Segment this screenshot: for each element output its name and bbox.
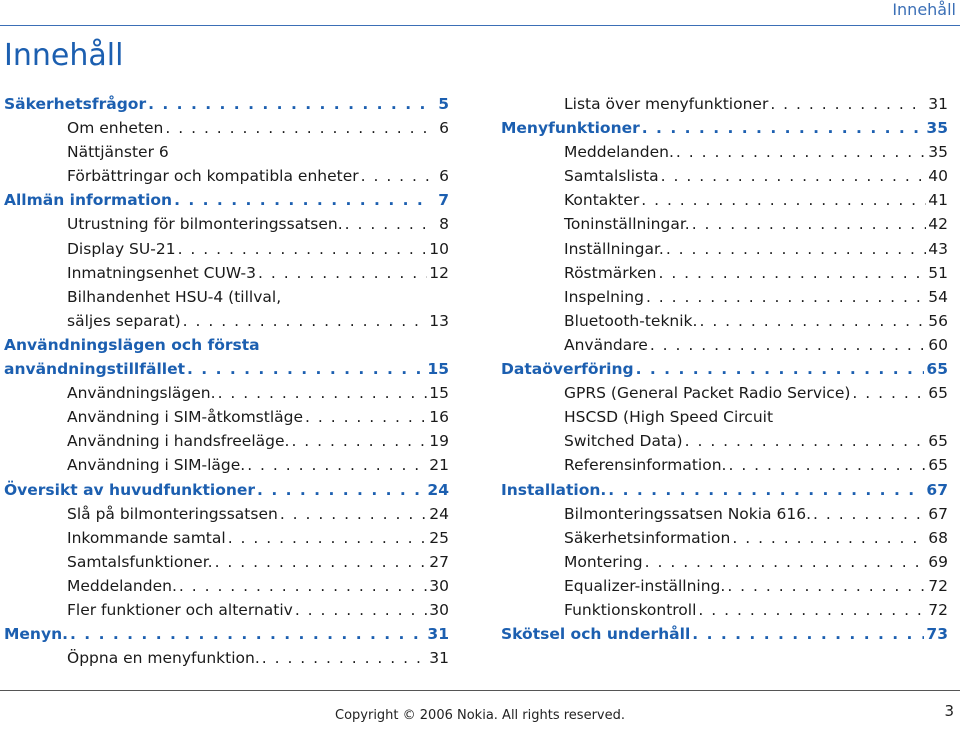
toc-page-number: 5 [438,95,449,113]
toc-dot-leader [247,453,427,477]
toc-section-entry[interactable] [4,622,449,646]
toc-entry-title: Samtalslista [564,167,659,186]
toc-dot-leader [813,502,926,526]
toc-dot-leader [258,261,427,285]
toc-dot-leader [732,526,926,550]
toc-entry-title: Inställningar. [564,239,664,258]
toc-entry-title: Referensinformation. [564,456,727,475]
toc-subsection-entry[interactable] [4,261,449,285]
page-title: Innehåll [4,38,124,73]
toc-dot-leader [305,405,427,429]
toc-page-number: 24 [429,504,449,523]
toc-subsection-entry[interactable] [4,429,449,453]
toc-page-number: 19 [429,432,449,451]
toc-entry-title: Allmän information [4,191,173,210]
toc-subsection-entry[interactable] [501,405,948,429]
toc-dot-leader [636,357,925,381]
toc-dot-leader [770,92,926,116]
toc-dot-leader [658,261,926,285]
toc-entry-title: Användning i SIM-läge. [67,456,246,475]
toc-page-number: 15 [429,384,449,403]
toc-dot-leader [852,381,926,405]
toc-entry-title: Användningslägen. [67,384,216,403]
footer-divider [0,690,960,691]
toc-page-number: 65 [928,384,948,403]
toc-entry-title: Öppna en menyfunktion. [67,649,260,668]
toc-section-entry[interactable] [4,188,449,212]
toc-dot-leader [187,357,425,381]
toc-entry-title: Inspelning [564,287,644,306]
toc-entry-title: Kontakter [564,191,640,210]
toc-subsection-entry[interactable] [4,502,449,526]
toc-page-number: 15 [427,360,449,379]
toc-page-number: 41 [928,191,948,210]
toc-dot-leader [666,237,926,261]
toc-column-right [501,92,948,646]
toc-entry-title: Lista över menyfunktioner [564,95,769,113]
toc-entry-title: Meddelanden. [67,576,177,595]
toc-dot-leader [291,429,427,453]
toc-page-number: 35 [928,143,948,162]
toc-page-number: 7 [438,191,449,210]
toc-dot-leader [642,116,925,140]
toc-entry-title: Display SU-21 [67,239,176,258]
toc-section-entry[interactable] [501,622,948,646]
toc-dot-leader [262,646,428,670]
toc-subsection-entry[interactable] [501,309,948,333]
toc-subsection-entry[interactable] [501,212,948,236]
toc-entry-title: Bilmonteringssatsen Nokia 616. [564,504,811,523]
toc-dot-leader [215,550,428,574]
toc-dot-leader [257,478,425,502]
toc-subsection-entry[interactable] [501,285,948,309]
toc-page-number: 13 [429,311,449,330]
toc-dot-leader [650,333,926,357]
toc-entry-title: Säkerhetsfrågor [4,95,147,113]
toc-subsection-entry[interactable] [4,646,449,670]
toc-page-number: 12 [429,263,449,282]
toc-section-entry[interactable] [501,116,948,140]
toc-page-number: 24 [427,480,449,499]
toc-entry-title: Bluetooth-teknik. [564,311,698,330]
toc-entry-title: Slå på bilmonteringssatsen [67,504,278,523]
toc-entry-title: Nättjänster 6 [67,143,169,162]
toc-subsection-entry[interactable] [4,285,449,309]
toc-entry-title: Översikt av huvudfunktioner [4,480,256,499]
toc-page-number: 65 [928,432,948,451]
toc-entry-title: Användning i handsfreeläge. [67,432,290,451]
toc-section-entry[interactable] [501,478,948,502]
toc-page-number: 56 [928,311,948,330]
toc-subsection-entry[interactable] [4,526,449,550]
toc-entry-title: Dataöverföring [501,360,634,379]
toc-page-number: 72 [928,576,948,595]
running-header: Innehåll [892,0,956,19]
toc-entry-title: Användningslägen och första [4,335,260,354]
toc-dot-leader [178,237,428,261]
toc-entry-title: Toninställningar. [564,215,690,234]
toc-dot-leader [608,478,924,502]
toc-entry-title: Utrustning för bilmonteringssatsen. [67,215,343,234]
toc-dot-leader [218,381,428,405]
toc-entry-title: GPRS (General Packet Radio Service) [564,384,851,403]
toc-subsection-entry[interactable] [4,550,449,574]
toc-subsection-entry[interactable] [501,574,948,598]
toc-dot-leader [70,622,425,646]
toc-subsection-entry[interactable] [4,212,449,236]
toc-page-number: 43 [928,239,948,258]
toc-subsection-entry[interactable] [501,381,948,405]
toc-subsection-entry[interactable] [4,164,449,188]
toc-subsection-entry[interactable] [501,188,948,212]
toc-entry-title: Bilhandenhet HSU-4 (tillval, [67,287,282,306]
toc-dot-leader [361,164,429,188]
toc-dot-leader [692,622,924,646]
toc-page-number: 31 [928,95,948,113]
toc-subsection-entry[interactable] [501,526,948,550]
toc-subsection-entry[interactable] [501,453,948,477]
toc-page-number: 30 [429,576,449,595]
toc-dot-leader [699,309,926,333]
toc-subsection-entry[interactable] [4,309,449,333]
toc-page-number: 25 [429,528,449,547]
toc-section-entry[interactable] [4,478,449,502]
toc-section-entry[interactable] [4,357,449,381]
toc-subsection-entry[interactable] [501,333,948,357]
toc-entry-title: Installation. [501,480,607,499]
toc-dot-leader [148,92,429,116]
toc-entry-title: Meddelanden. [564,143,674,162]
toc-page-number: 60 [928,335,948,354]
toc-subsection-entry[interactable] [501,550,948,574]
toc-dot-leader [728,453,926,477]
toc-dot-leader [698,598,926,622]
toc-page-number: 67 [928,504,948,523]
header-divider [0,25,960,26]
toc-page-number: 42 [928,215,948,234]
toc-dot-leader [295,598,427,622]
toc-page-number: 31 [427,625,449,644]
toc-page-number: 27 [429,552,449,571]
toc-entry-title: Switched Data) [564,432,683,451]
toc-dot-leader [165,116,429,140]
toc-dot-leader [676,140,926,164]
toc-subsection-entry[interactable] [501,92,948,116]
toc-page-number: 6 [439,167,449,186]
page-number: 3 [944,702,954,720]
toc-page-number: 8 [439,215,449,234]
toc-entry-title: Montering [564,552,643,571]
toc-page-number: 54 [928,287,948,306]
toc-column-left [4,92,449,670]
toc-dot-leader [174,188,429,212]
toc-dot-leader [345,212,429,236]
toc-page-number: 35 [926,119,948,138]
toc-subsection-entry[interactable] [501,502,948,526]
toc-dot-leader [727,574,926,598]
toc-subsection-entry[interactable] [501,261,948,285]
toc-entry-title: Skötsel och underhåll [501,625,691,644]
toc-dot-leader [228,526,428,550]
toc-dot-leader [645,550,927,574]
toc-page-number: 40 [928,167,948,186]
copyright-notice: Copyright © 2006 Nokia. All rights reserved. [335,708,625,723]
toc-dot-leader [661,164,927,188]
toc-subsection-entry[interactable] [501,429,948,453]
toc-page-number: 21 [429,456,449,475]
toc-entry-title: Equalizer-inställning. [564,576,726,595]
toc-subsection-entry[interactable] [4,453,449,477]
toc-section-entry[interactable] [4,92,449,116]
toc-subsection-entry[interactable] [4,598,449,622]
toc-subsection-entry[interactable] [501,598,948,622]
toc-dot-leader [280,502,427,526]
toc-subsection-entry[interactable] [4,574,449,598]
toc-dot-leader [646,285,926,309]
toc-entry-title: Menyfunktioner [501,119,640,138]
toc-dot-leader [179,574,427,598]
toc-page-number: 65 [926,360,948,379]
toc-subsection-entry[interactable] [501,140,948,164]
toc-entry-title: säljes separat) [67,311,181,330]
toc-subsection-entry[interactable] [4,116,449,140]
toc-entry-title: Användning i SIM-åtkomstläge [67,408,304,427]
toc-page-number: 68 [928,528,948,547]
toc-page-number: 6 [439,119,449,138]
toc-entry-title: Inkommande samtal [67,528,226,547]
toc-entry-title: användningstillfället [4,360,185,379]
toc-entry-title: Samtalsfunktioner. [67,552,213,571]
toc-dot-leader [692,212,927,236]
toc-page-number: 16 [429,408,449,427]
toc-subsection-entry[interactable] [4,237,449,261]
toc-entry-title: Säkerhetsinformation [564,528,731,547]
toc-page-number: 72 [928,600,948,619]
toc-subsection-entry[interactable] [4,405,449,429]
toc-entry-title: Röstmärken [564,263,657,282]
toc-subsection-entry[interactable] [501,237,948,261]
toc-page-number: 73 [926,625,948,644]
toc-subsection-entry[interactable] [4,140,449,164]
toc-section-entry[interactable] [501,357,948,381]
toc-subsection-entry[interactable] [4,381,449,405]
toc-page-number: 67 [926,480,948,499]
toc-dot-leader [685,429,927,453]
toc-page-number: 65 [928,456,948,475]
toc-entry-title: Inmatningsenhet CUW-3 [67,263,256,282]
toc-dot-leader [183,309,428,333]
toc-entry-title: Menyn. [4,625,68,644]
toc-entry-title: Förbättringar och kompatibla enheter [67,167,359,186]
toc-page-number: 69 [928,552,948,571]
toc-dot-leader [641,188,926,212]
toc-subsection-entry[interactable] [501,164,948,188]
toc-entry-title: Funktionskontroll [564,600,697,619]
toc-entry-title: Användare [564,335,648,354]
toc-section-entry[interactable] [4,333,449,357]
toc-entry-title: HSCSD (High Speed Circuit [564,408,774,427]
toc-page-number: 51 [928,263,948,282]
toc-entry-title: Om enheten [67,119,164,138]
toc-page-number: 31 [429,649,449,668]
toc-page-number: 30 [429,600,449,619]
toc-entry-title: Fler funktioner och alternativ [67,600,293,619]
toc-page-number: 10 [429,239,449,258]
